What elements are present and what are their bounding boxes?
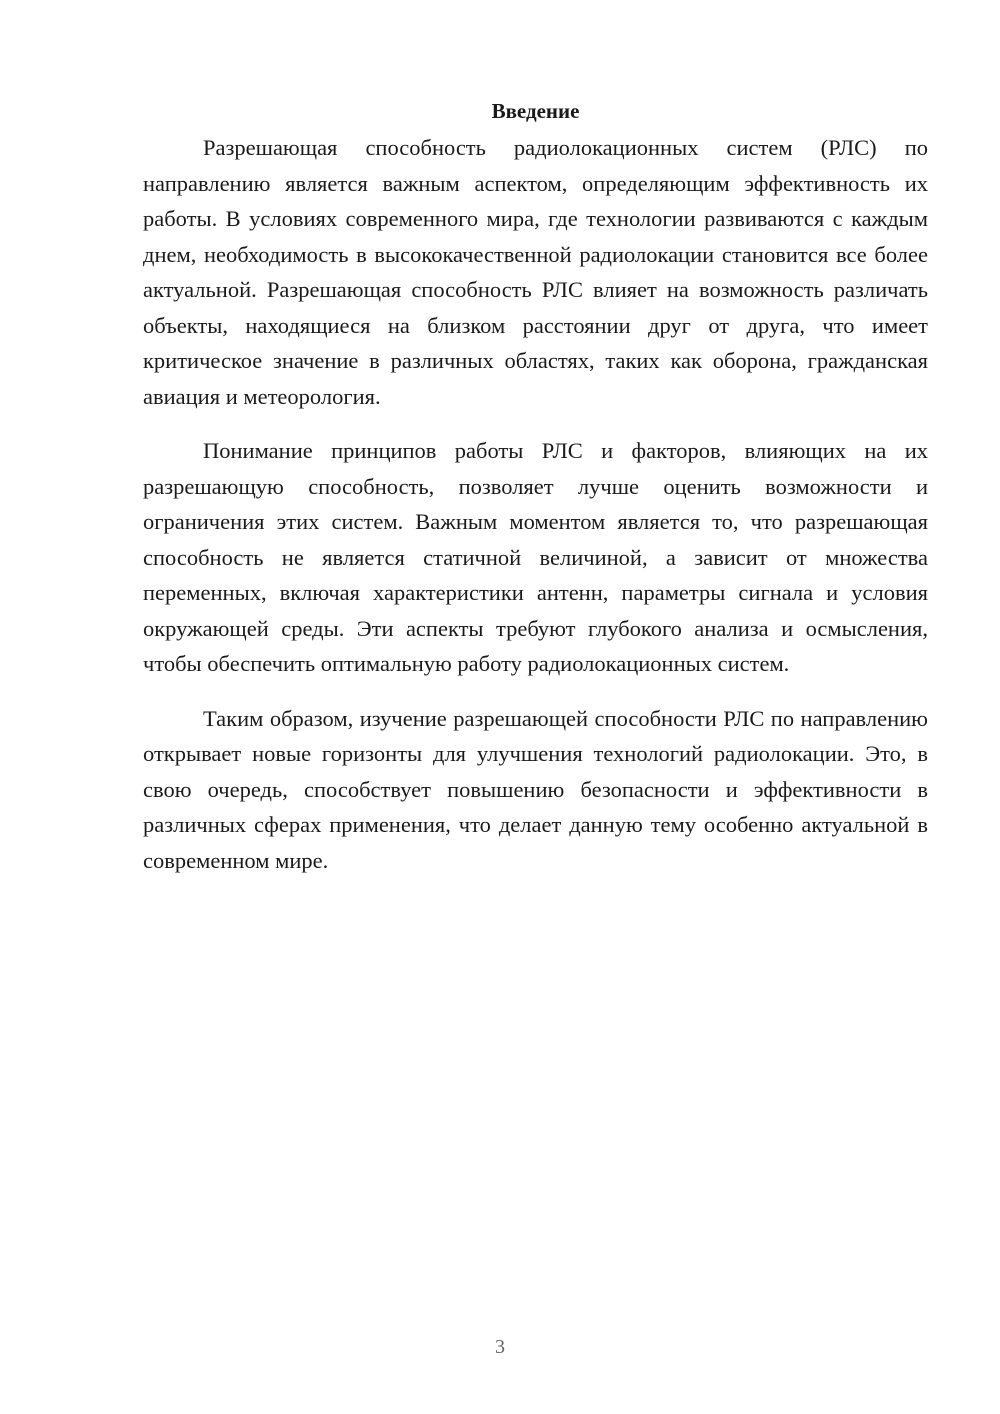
paragraph-2: Понимание принципов работы РЛС и факторов, влияющих на их разрешающую способность, позволяет лучше оценить возможности и ограничения этих систем. Важным моментом является то, что разрешающая способность не является статичной величиной, а зависит от множества переменных, включая характеристики антенн, параметры сигнала и условия окружающей среды. Эти аспекты требуют глубокого анализа и осмысления, чтобы обеспечить оптимальную работу радиолокационных систем. xyxy=(143,438,928,676)
section-heading: Введение xyxy=(491,99,580,123)
page-content xyxy=(143,96,928,897)
paragraph-3: Таким образом, изучение разрешающей способности РЛС по направлению открывает новые горизонты для улучшения технологий радиолокации. Это, в свою очередь, способствует повышению безопасности и эффективности в различных сферах применения, что делает данную тему особенно актуальной в современном мире. xyxy=(143,705,928,873)
paragraph-1: Разрешающая способность радиолокационных систем (РЛС) по направлению является важным аспектом, определяющим эффективность их работы. В условиях современного мира, где технологии развиваются с каждым днем, необходимость в высококачественной радиолокации становится все более актуальной. Разрешающая способность РЛС влияет на возможность различать объекты, находящиеся на близком расстоянии друг от друга, что имеет критическое значение в различных областях, таких как оборона, гражданская авиация и метеорология. xyxy=(143,135,928,409)
page-number: 3 xyxy=(495,1336,505,1358)
